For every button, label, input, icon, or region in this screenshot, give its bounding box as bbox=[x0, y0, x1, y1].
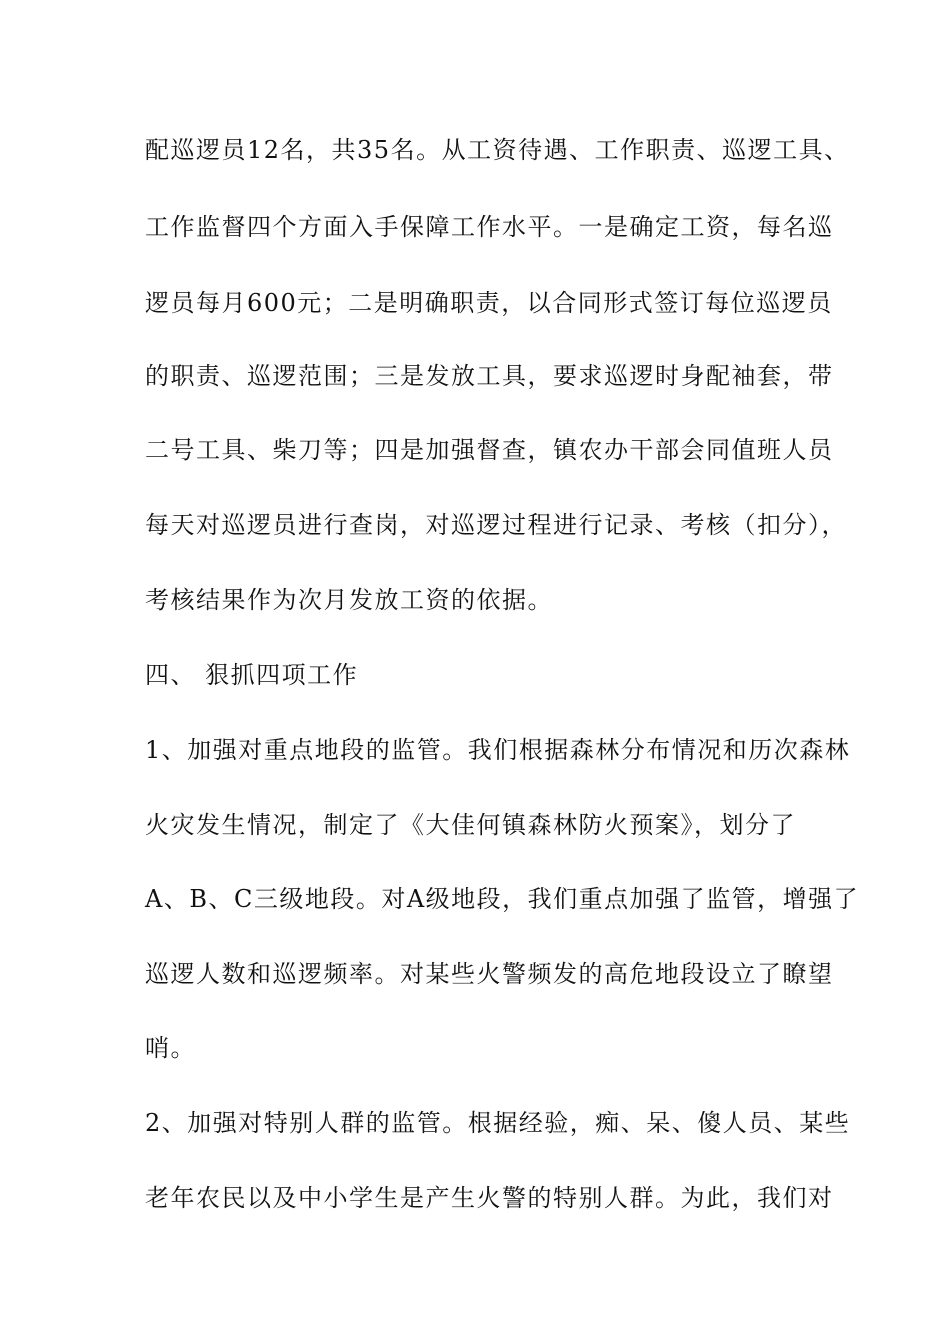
text-line: 巡逻人数和巡逻频率。对某些火警频发的高危地段设立了瞭望 bbox=[145, 960, 834, 988]
text-line: 哨。 bbox=[145, 1034, 196, 1062]
text-line: 二号工具、柴刀等；四是加强督查，镇农办干部会同值班人员 bbox=[145, 436, 834, 464]
text-line: 每天对巡逻员进行查岗，对巡逻过程进行记录、考核（扣分）， bbox=[145, 511, 847, 539]
text-line: 2、加强对特别人群的监管。根据经验，痴、呆、傻人员、某些 bbox=[145, 1109, 851, 1137]
text-line: 配巡逻员12名，共35名。从工资待遇、工作职责、巡逻工具、 bbox=[145, 136, 850, 164]
text-line: 的职责、巡逻范围；三是发放工具，要求巡逻时身配袖套，带 bbox=[145, 362, 834, 390]
text-line: 老年农民以及中小学生是产生火警的特别人群。为此，我们对 bbox=[145, 1184, 834, 1212]
text-line: A、B、C三级地段。对A级地段，我们重点加强了监管，增强了 bbox=[145, 885, 860, 913]
text-line: 工作监督四个方面入手保障工作水平。一是确定工资，每名巡 bbox=[145, 213, 834, 241]
text-line: 1、加强对重点地段的监管。我们根据森林分布情况和历次森林 bbox=[145, 736, 851, 764]
section-heading: 四、 狠抓四项工作 bbox=[145, 661, 359, 689]
text-line: 火灾发生情况，制定了《大佳何镇森林防火预案》，划分了 bbox=[145, 811, 796, 839]
text-line: 考核结果作为次月发放工资的依据。 bbox=[145, 586, 553, 614]
text-line: 逻员每月600元；二是明确职责，以合同形式签订每位巡逻员 bbox=[145, 289, 833, 317]
